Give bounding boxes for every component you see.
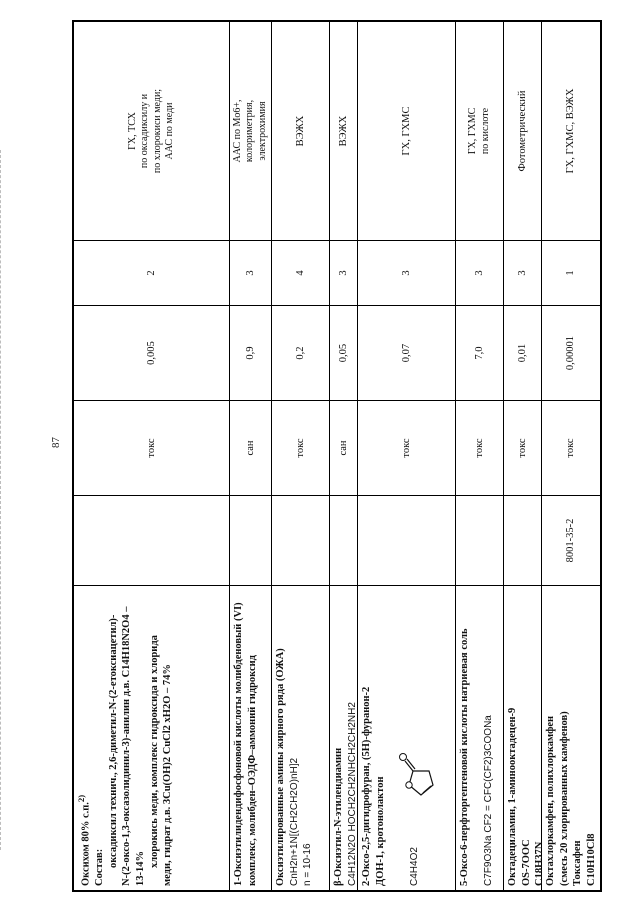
name-line: Состав: [94,848,106,886]
method-line: ВЭЖХ [294,115,306,147]
hazard-cell: 4 [272,240,330,305]
class-cell: токс [272,400,330,495]
method-line: электрохимия [256,101,268,161]
substance-name-octadecylamine [504,585,546,890]
name-line: меди, гидрат д.в. 3Cu(OH)2 CuCl2 xH2O – 74% [162,664,174,886]
hazard-cell: 3 [330,240,358,305]
hazard-cell: 1 [542,240,600,305]
cas-cell: 8001-35-2 [542,495,600,585]
cas-cell [330,495,358,585]
cas-cell [358,495,456,585]
formula-line: C7F9O3Na CF2 = CFC(CF2)3COONa [482,715,494,886]
name-line: Токсафен [572,840,584,886]
formula-line: CnH2n+1N[(CH2CH2O)nH]2 [288,757,300,886]
hazard-cell: 3 [456,240,504,305]
value-cell: 0,005 [74,305,230,400]
method-line: по кислоте [479,107,491,155]
cas-cell [230,495,272,585]
formula-line: n = 10-16 [301,843,313,886]
class-cell: токс [542,400,600,495]
name-line: комплекс, молибден–ОЭДФ–аммоний гидроксид [246,655,258,886]
method-line: Фотометрический [516,90,528,172]
furanone-structure-icon [391,747,441,807]
method-line: ААС по меди [164,102,175,160]
rotated-page [72,20,602,892]
name-line: Оксихом 80% с.п. [80,802,92,886]
value-cell: 7,0 [456,305,504,400]
hazard-cell: 3 [358,240,456,305]
method-line: ВЭЖХ [337,115,349,147]
name-line: C10H10Cl8 [585,833,597,886]
name-line: Октахлоркамфен, полихлоркамфен [545,715,556,886]
name-line: OS-7OOC [520,839,532,886]
method-line: по хлорокиси меди; [151,88,163,174]
class-cell: сан [330,400,358,495]
value-cell: 0,9 [230,305,272,400]
method-line: колориметрия, [244,99,256,163]
value-cell: 0,01 [504,305,542,400]
substance-name-furanone [358,585,456,890]
hazard-cell: 3 [230,240,272,305]
substance-name-amines [272,585,330,890]
name-line: β-Оксиэтил-N-этилендиамин [333,747,344,886]
value-cell: 0,2 [272,305,330,400]
page-number: 87 [50,437,62,448]
method-cell [74,22,230,240]
substance-table [72,20,602,892]
method-cell [456,22,504,240]
hazard-cell: 2 [74,240,230,305]
name-line: C18H37N [534,841,546,886]
method-cell [230,22,272,240]
class-cell: сан [230,400,272,495]
scan-edge [0,150,5,850]
class-cell: токс [358,400,456,495]
substance-name-oxyhom: Оксихом 80% с.п.$^{2)}$ Состав: оксадиксил технич., 2,6-диметил-N-(2-етоксиацетил)- N-(2-оксо-1,3-оксазолидинил-3)-анилин д.в. C14H18N2O4 – 13-14% хлорокись меди, комплекс гидроксида и хлорида меди, гидрат д.в. 3Cu(OH)2 CuCl2 xH2O – 74% [74,585,230,890]
name-line: (смесь 20 хлорированных камфенов) [558,711,570,886]
substance-name-ethylenediamine [330,585,358,890]
cas-cell [504,495,542,585]
value-cell: 0,00001 [542,305,600,400]
substance-name-toxaphene [542,585,600,890]
cas-cell [456,495,504,585]
name-line: хлорокись меди, комплекс гидроксида и хлорида [148,635,160,868]
method-cell [330,22,358,240]
class-cell: токс [456,400,504,495]
method-line: ГХ, ГХМС, ВЭЖХ [565,88,577,174]
class-cell: токс [74,400,230,495]
method-cell [542,22,600,240]
method-line: ААС по Mo6+, [231,99,243,163]
formula-line: C4H4O2 [408,847,420,886]
method-cell [504,22,542,240]
name-line: 5-Оксо-6-перфторгептеновой кислоты натриевая соль [459,628,470,886]
name-line: Октадециламин, 1-аминооктадецен-9 [507,707,518,886]
hazard-cell: 3 [504,240,542,305]
value-cell: 0,05 [330,305,358,400]
substance-name-perfluoro [456,585,504,890]
substance-name-molybdenum [230,585,272,890]
name-line: оксадиксил технич., 2,6-диметил-N-(2-етоксиацетил)- [107,614,119,868]
name-line: 1-Оксиэтилидендифосфоновой кислоты молибденовый (VI) [233,602,244,886]
cas-cell [272,495,330,585]
method-cell [272,22,330,240]
cas-cell [74,495,230,585]
method-line: по оксадиксилу и [139,93,150,169]
method-line: ГХ, ГХМС [400,106,412,156]
value-cell: 0,07 [358,305,456,400]
name-line: Оксиэтилированные амины жирного ряда (ОЖА) [275,648,286,886]
class-cell: токс [504,400,542,495]
name-line: 13-14% [135,851,147,886]
method-cell [358,22,456,240]
method-line: ГХ, ГХМС [467,107,478,155]
method-line: ГХ, ТСХ [126,112,138,150]
formula-line: C4H12N2O HOCH2CH2NHCH2CH2NH2 [346,702,358,886]
name-line: 2-Оксо-2,5-дигидрофуран, (5Н)-фуранон-2 [361,686,372,886]
name-line: N-(2-оксо-1,3-оксазолидинил-3)-анилин д.в. C14H18N2O4 – [121,606,133,886]
name-line: ДОН-1, кротонолактон [374,776,386,886]
